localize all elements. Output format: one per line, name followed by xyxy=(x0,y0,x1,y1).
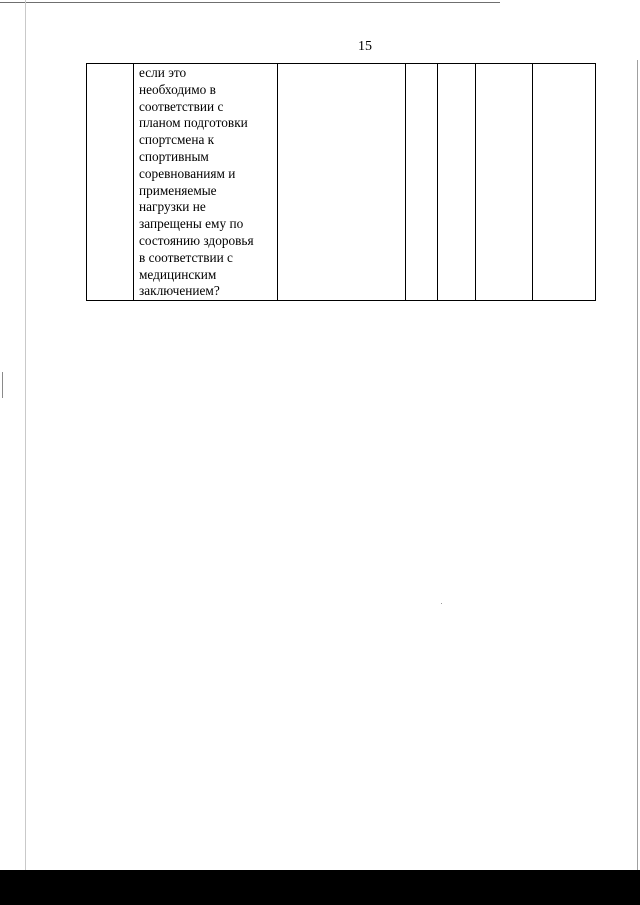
not-applicable-cell xyxy=(476,64,533,301)
question-cell xyxy=(134,64,278,301)
scan-left-edge xyxy=(25,0,26,870)
question-line: спортсмена к xyxy=(139,132,215,148)
scan-top-line xyxy=(0,2,500,3)
question-line: соревнованиям и xyxy=(139,165,236,181)
question-line: медицинским xyxy=(139,266,217,282)
question-line: необходимо в xyxy=(139,81,216,97)
yes-cell xyxy=(406,64,438,301)
question-line: нагрузки не xyxy=(139,199,206,215)
question-line: заключением? xyxy=(139,283,220,299)
note-cell xyxy=(533,64,596,301)
no-cell xyxy=(438,64,476,301)
scan-bottom-band xyxy=(0,870,640,905)
question-line: спортивным xyxy=(139,148,209,164)
question-line: состоянию здоровья xyxy=(139,232,254,248)
question-line: если это xyxy=(139,65,187,80)
question-line: планом подготовки xyxy=(139,115,248,131)
scan-speck xyxy=(441,603,442,604)
table-row xyxy=(87,64,596,301)
requirements-cell xyxy=(278,64,406,301)
question-line: в соответствии с xyxy=(139,249,233,265)
scan-right-edge xyxy=(637,60,638,870)
scan-left-mark xyxy=(2,372,3,398)
page-number: 15 xyxy=(358,39,372,54)
question-line: соответствии с xyxy=(139,98,224,114)
checklist-table xyxy=(86,63,596,301)
question-line: запрещены ему по xyxy=(139,216,244,232)
row-number-cell xyxy=(87,64,134,301)
question-line: применяемые xyxy=(139,182,217,198)
